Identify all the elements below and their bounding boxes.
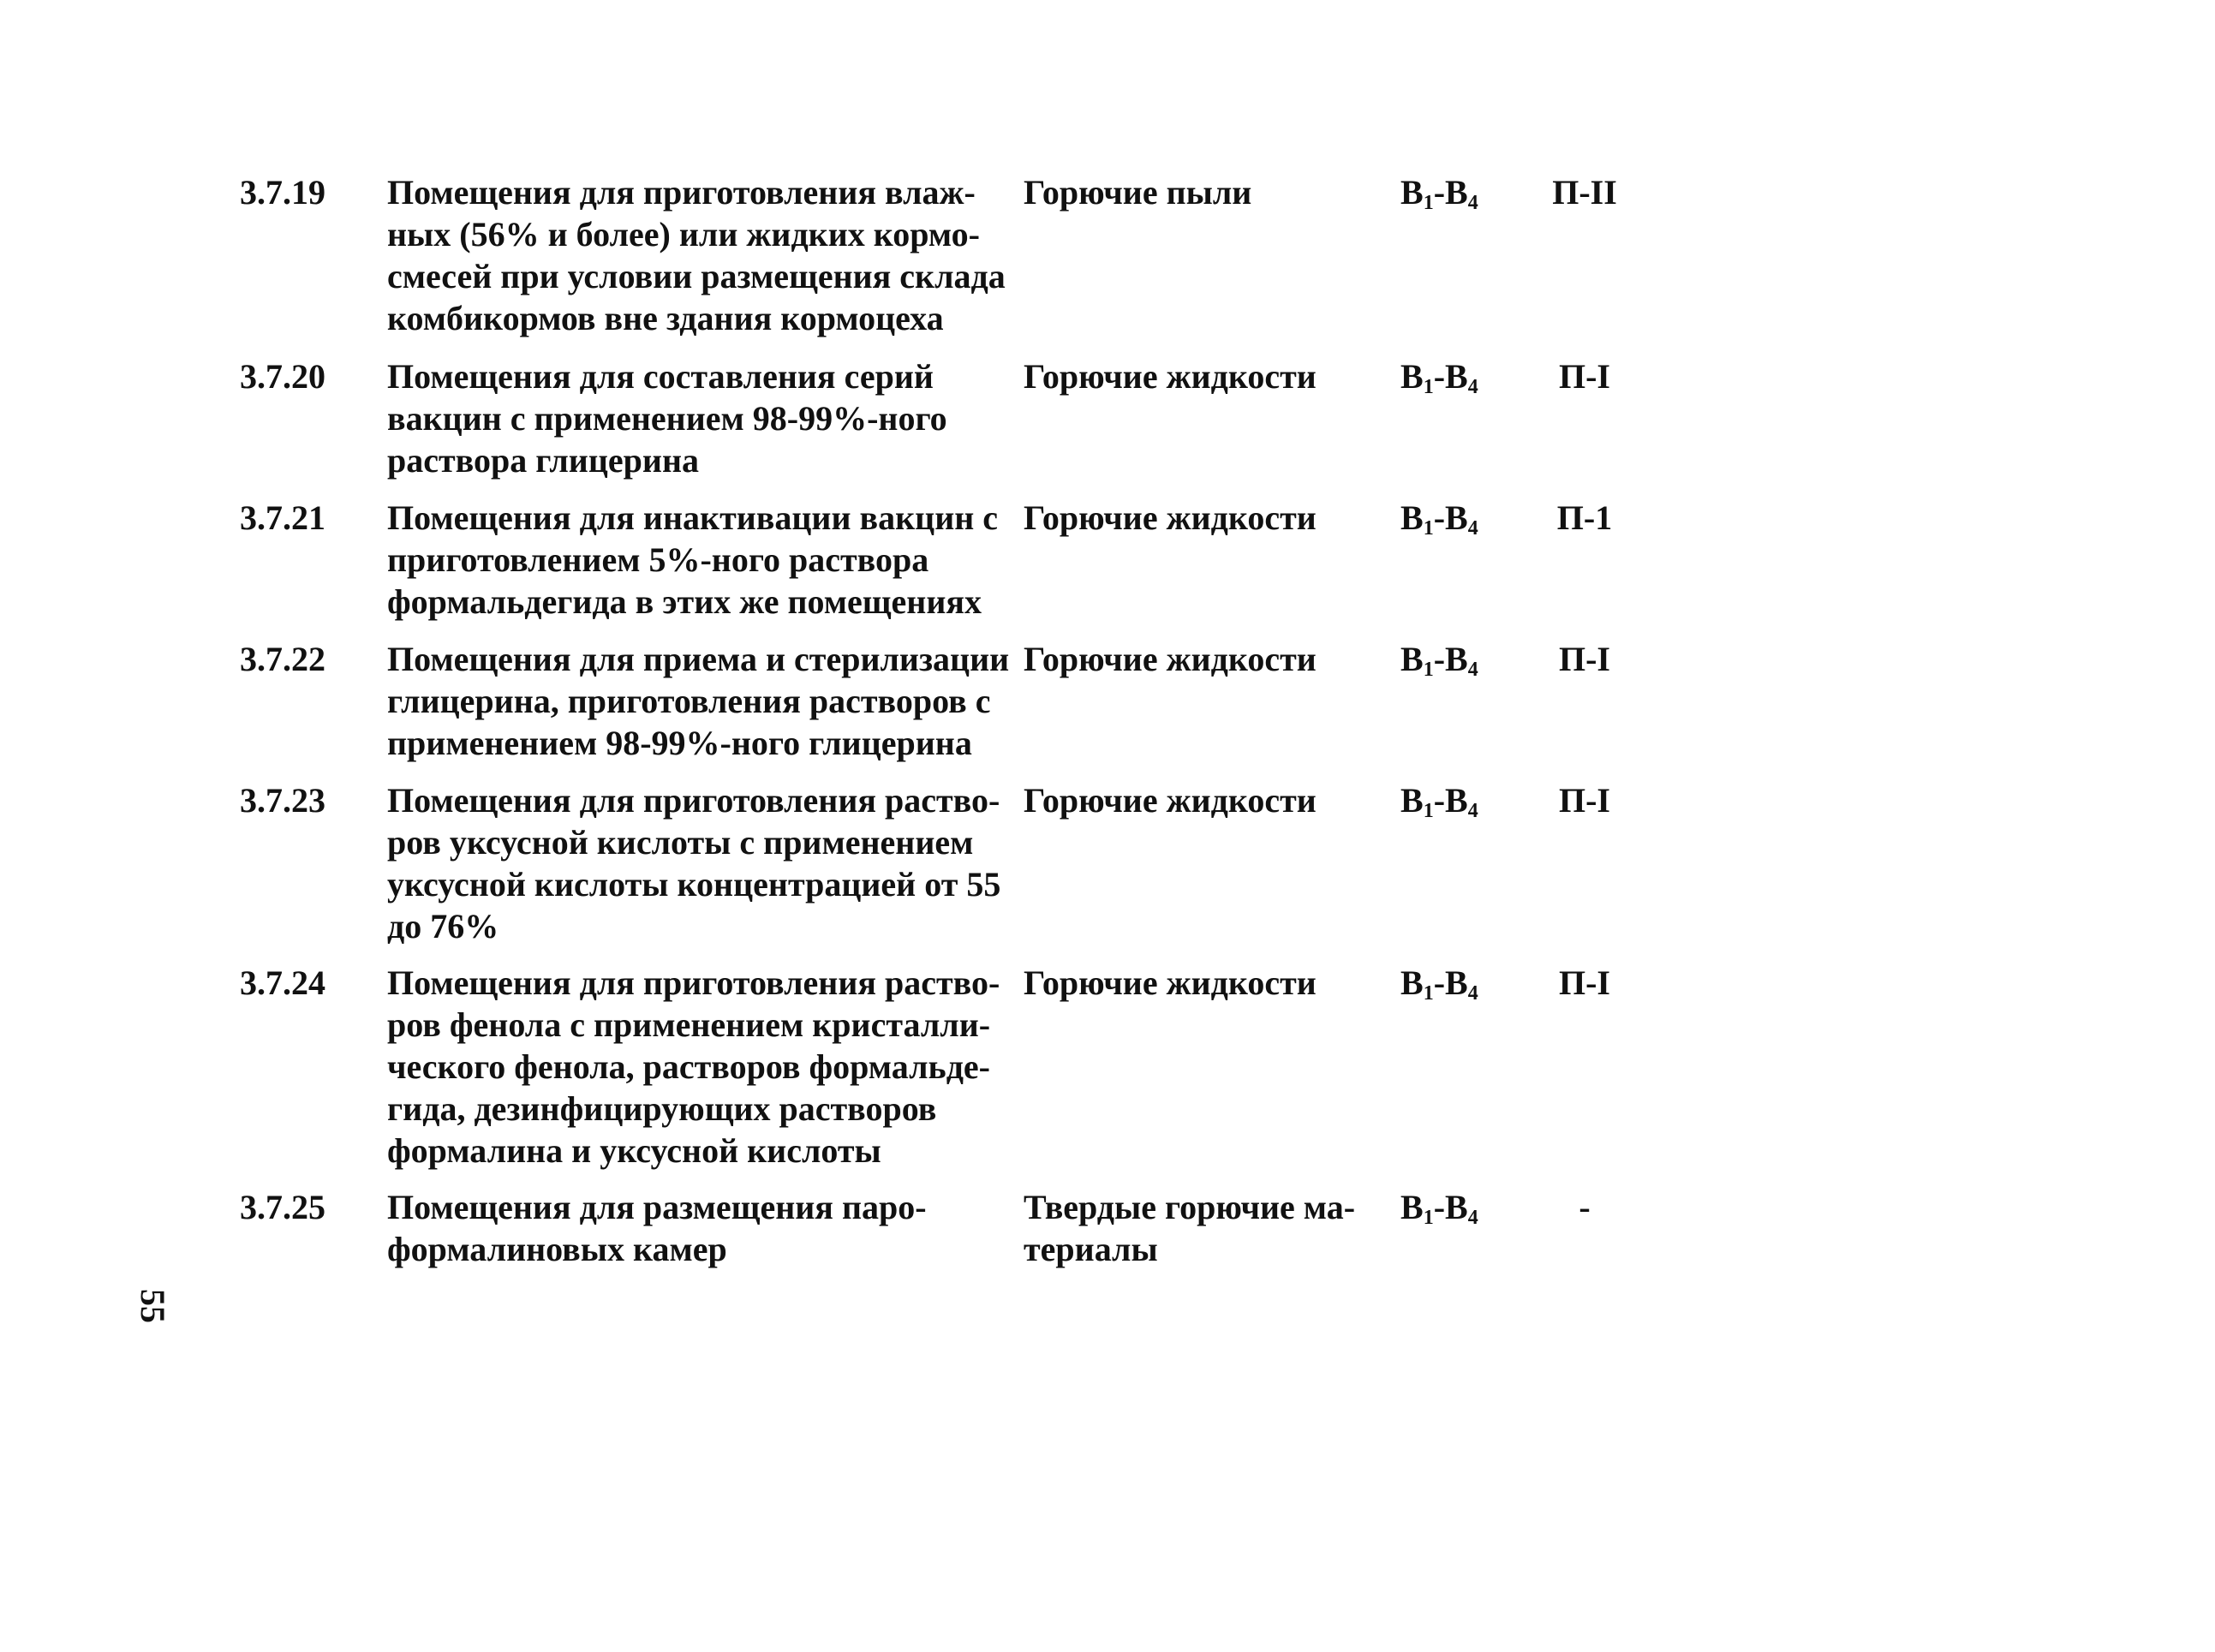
room-description: Помещения для размещения паро- формалиновых камер [387,1188,927,1268]
row-number: 3.7.23 [240,781,325,820]
hazard-category: $В_1-В_4$ [1400,963,1478,1005]
substance-type: Горючие жидкости [1024,640,1316,678]
zone-class: П-I [1559,963,1610,1002]
row-number: 3.7.22 [240,640,325,678]
zone-class: П-I [1559,640,1610,678]
hazard-category: $В_1-В_4$ [1400,781,1478,822]
substance-type: Горючие жидкости [1024,357,1316,396]
row-number: 3.7.19 [240,173,325,212]
row-number: 3.7.24 [240,963,325,1002]
substance-type: Горючие пыли [1024,173,1252,212]
hazard-category: $В_1-В_4$ [1400,357,1478,398]
substance-type: Горючие жидкости [1024,498,1316,537]
page-number: 55 [134,1289,172,1323]
hazard-category: $В_1-В_4$ [1400,640,1478,681]
zone-class: - [1579,1188,1591,1226]
zone-class: П-I [1559,357,1610,396]
substance-type: Горючие жидкости [1024,781,1316,820]
zone-class: П-I [1559,781,1610,820]
hazard-category: $В_1-В_4$ [1400,173,1478,214]
row-number: 3.7.21 [240,498,325,537]
row-number: 3.7.20 [240,357,325,396]
hazard-category: $В_1-В_4$ [1400,1188,1478,1229]
zone-class: П-II [1552,173,1617,212]
zone-class: П-1 [1556,498,1613,537]
room-description: Помещения для приема и стерилизации глицерина, приготовления растворов с применением 98-99%-ного глицерина [387,640,1010,762]
row-number: 3.7.25 [240,1188,325,1226]
hazard-category: $В_1-В_4$ [1400,498,1478,540]
substance-type: Твердые горючие ма- териалы [1024,1188,1356,1268]
room-description: Помещения для составления серий вакцин с применением 98-99%-ного раствора глицерина [387,357,947,480]
room-description: Помещения для приготовления раство- ров фенола с применением кристалли- ческого фенола, растворов формальде- гида, дезинфицирующих растворов формалина и уксусной кислоты [387,963,1000,1170]
substance-type: Горючие жидкости [1024,963,1316,1002]
room-description: Помещения для инактивации вакцин с приготовлением 5%-ного раствора формальдегида в этих же помещениях [387,498,999,621]
room-description: Помещения для приготовления влаж- ных (56% и более) или жидких кормо- смесей при условии размещения склада комбикормов вне здания кормоцеха [387,173,1006,337]
room-description: Помещения для приготовления раство- ров уксусной кислоты с применением уксусной кислоты концентрацией от 55 до 76% [387,781,1001,945]
